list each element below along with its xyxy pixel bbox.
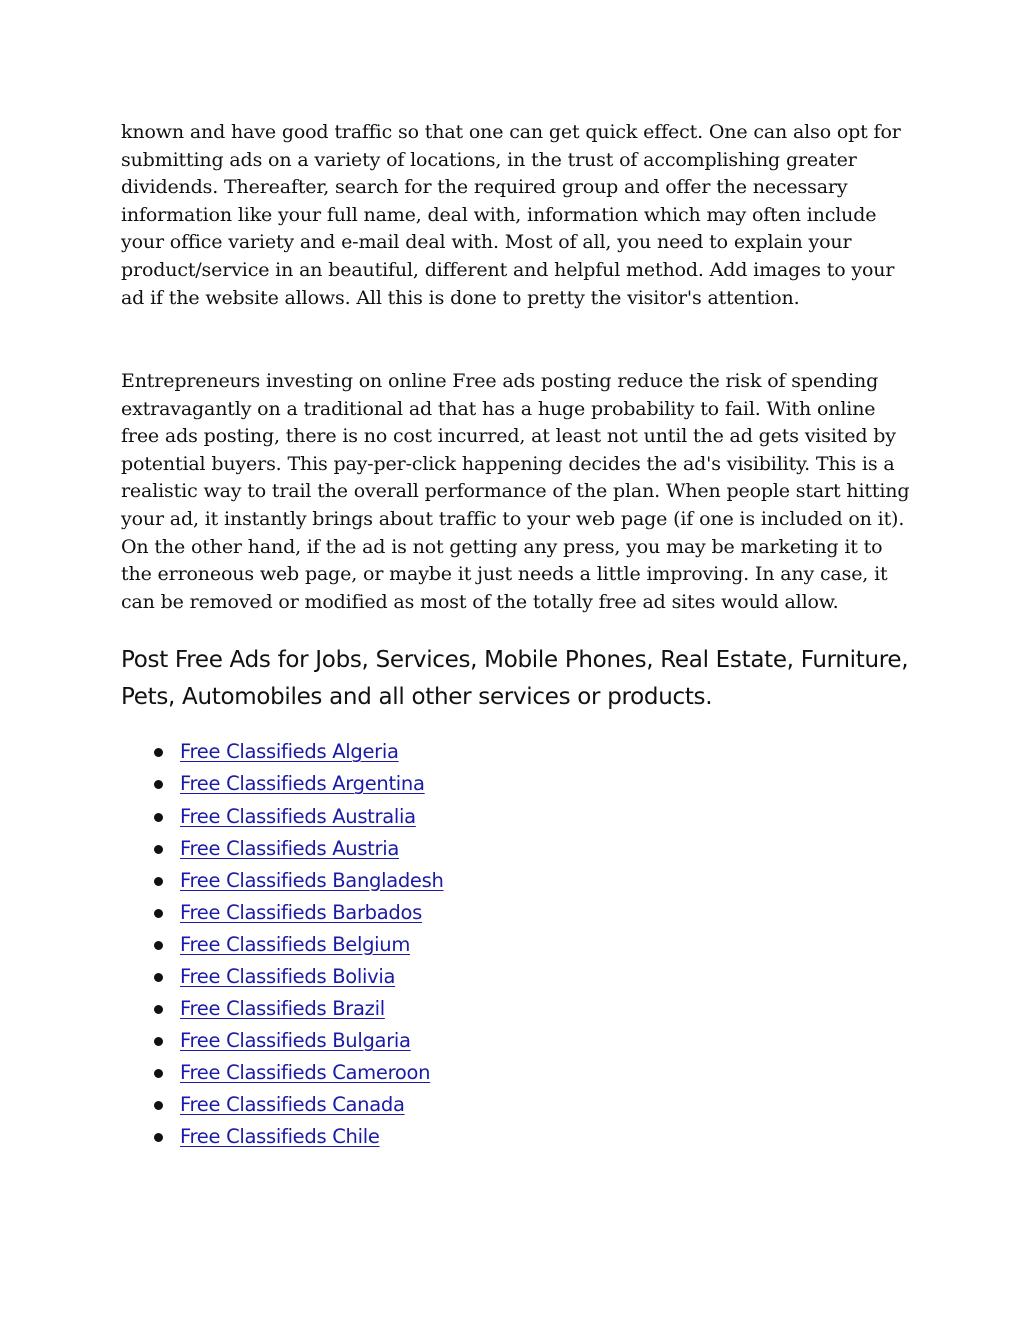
list-item	[121, 833, 911, 865]
bullet-icon	[154, 973, 163, 982]
list-item	[121, 961, 911, 993]
classifieds-link-algeria[interactable]: Free Classifieds Algeria	[180, 740, 399, 764]
bullet-icon	[154, 1037, 163, 1046]
bullet-icon	[154, 845, 163, 854]
document-page	[121, 119, 911, 1154]
classifieds-link-cameroon[interactable]: Free Classifieds Cameroon	[180, 1061, 431, 1085]
bullet-icon	[154, 1133, 163, 1142]
body-paragraph-2: Entrepreneurs investing on online Free ads posting reduce the risk of spending extravagantly on a traditional ad that has a huge probability to fail. With online free ads posting, there is no cost incurred, at least not until the ad gets visited by potential buyers. This pay-per-click happening decides the ad's visibility. This is a realistic way to trail the overall performance of the plan. When people start hitting your ad, it instantly brings about traffic to your web page (if one is included on it). On the other hand, if the ad is not getting any press, you may be marketing it to the erroneous web page, or maybe it just needs a little improving. In any case, it can be removed or modified as most of the totally free ad sites would allow.	[121, 370, 910, 613]
bullet-icon	[154, 1101, 163, 1110]
bullet-icon	[154, 748, 163, 757]
list-item	[121, 865, 911, 897]
list-item	[121, 736, 911, 768]
list-item	[121, 1057, 911, 1089]
classifieds-link-belgium[interactable]: Free Classifieds Belgium	[180, 932, 411, 956]
classifieds-link-bangladesh[interactable]: Free Classifieds Bangladesh	[180, 868, 444, 892]
classifieds-link-chile[interactable]: Free Classifieds Chile	[180, 1125, 380, 1149]
bullet-icon	[154, 780, 163, 789]
list-item	[121, 1121, 911, 1153]
classifieds-link-bolivia[interactable]: Free Classifieds Bolivia	[180, 965, 396, 988]
bullet-icon	[154, 941, 163, 950]
bullet-icon	[154, 1005, 163, 1014]
section-heading: Post Free Ads for Jobs, Services, Mobile Phones, Real Estate, Furniture, Pets, Automobiles and all other services or products.	[121, 647, 909, 711]
classifieds-link-barbados[interactable]: Free Classifieds Barbados	[180, 900, 422, 924]
bullet-icon	[154, 813, 163, 822]
list-item	[121, 801, 911, 833]
list-item	[121, 897, 911, 929]
bullet-icon	[154, 877, 163, 886]
list-item	[121, 993, 911, 1025]
classifieds-link-argentina[interactable]: Free Classifieds Argentina	[180, 772, 425, 796]
body-paragraph-1: known and have good traffic so that one can get quick effect. One can also opt for submitting ads on a variety of locations, in the trust of accomplishing greater dividends. Thereafter, search for the required group and offer the necessary information like your full name, deal with, information which may often include your office variety and e-mail deal with. Most of all, you need to explain your product/service in an beautiful, different and helpful method. Add images to your ad if the website allows. All this is done to pretty the visitor's attention.	[121, 121, 901, 309]
classifieds-link-brazil[interactable]: Free Classifieds Brazil	[180, 997, 385, 1021]
list-item	[121, 768, 911, 800]
bullet-icon	[154, 1069, 163, 1078]
classifieds-link-austria[interactable]: Free Classifieds Austria	[180, 836, 400, 860]
list-item	[121, 929, 911, 961]
bullet-icon	[154, 909, 163, 918]
list-item	[121, 1025, 911, 1057]
list-item	[121, 1089, 911, 1121]
classifieds-link-bulgaria[interactable]: Free Classifieds Bulgaria	[180, 1029, 411, 1053]
classifieds-link-australia[interactable]: Free Classifieds Australia	[180, 804, 416, 828]
classifieds-link-canada[interactable]: Free Classifieds Canada	[180, 1093, 405, 1117]
classifieds-link-list	[121, 736, 911, 1153]
